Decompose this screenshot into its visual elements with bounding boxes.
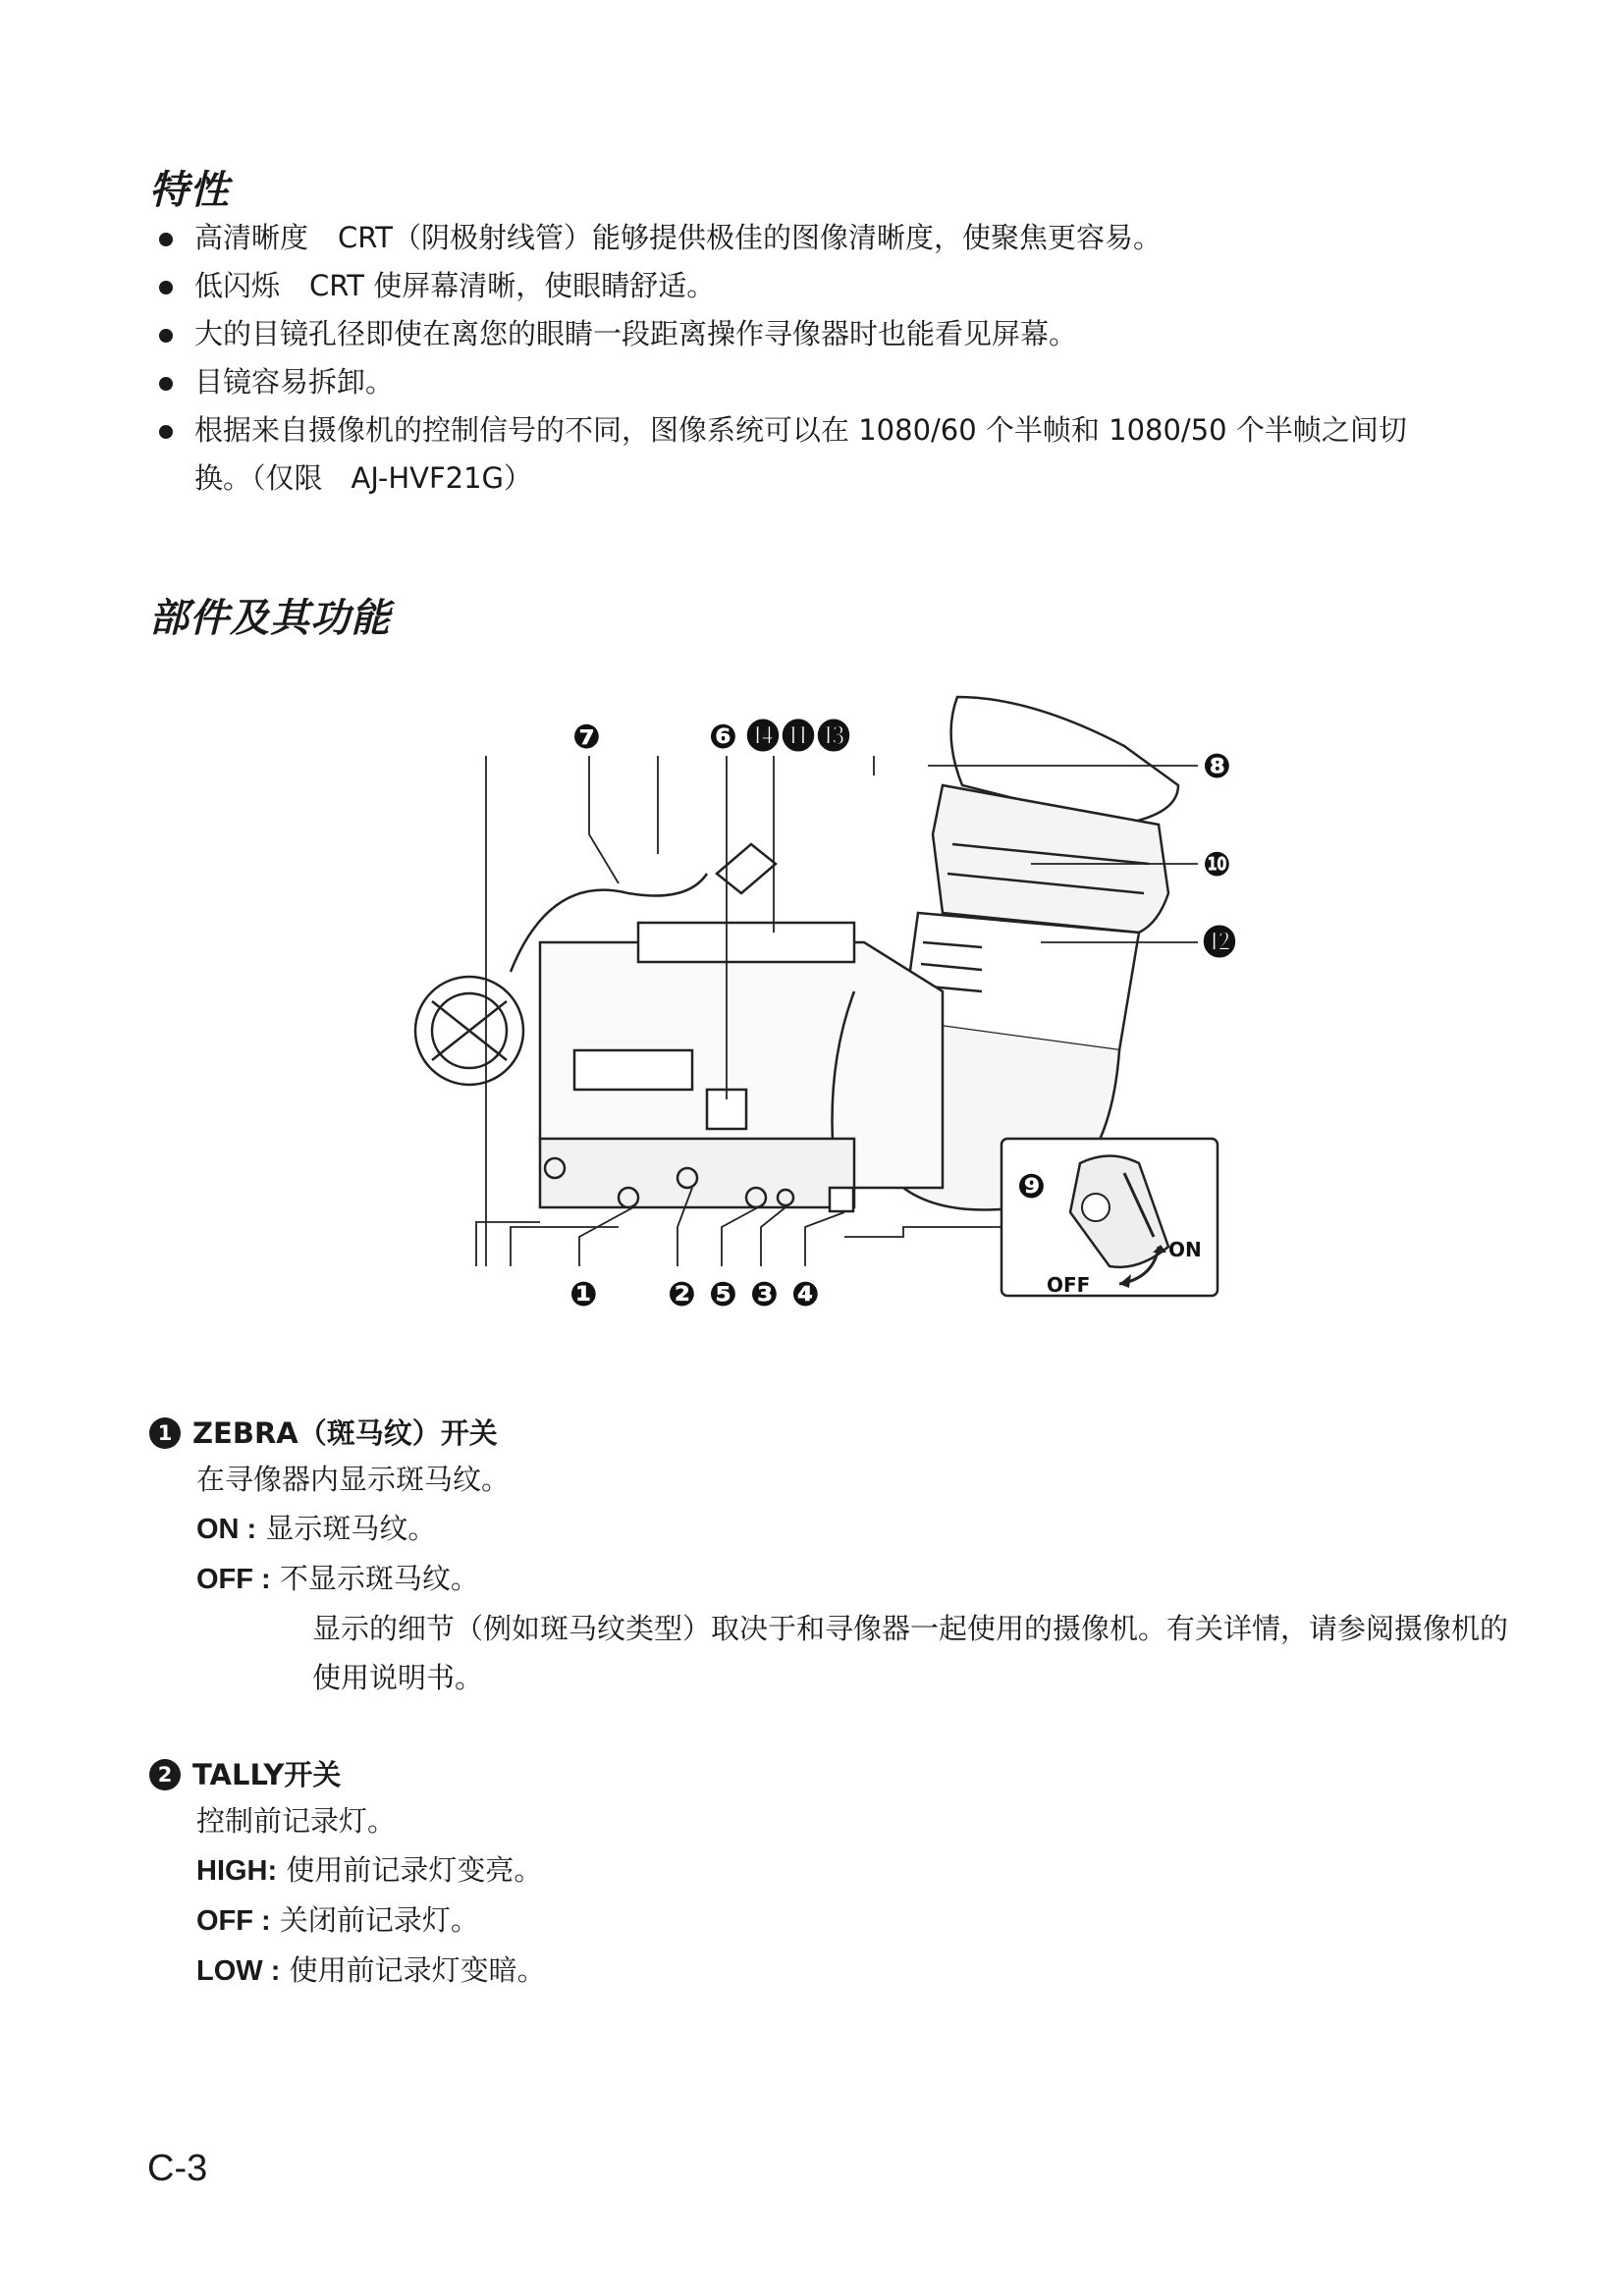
option-high: HIGH: 使用前记录灯变亮。 xyxy=(196,1853,543,1887)
section-tally xyxy=(149,1753,1514,1996)
callout-12: ⓬ xyxy=(1203,924,1236,963)
inset-on-label: ON xyxy=(1168,1238,1202,1261)
parts-heading: 部件及其功能 xyxy=(149,596,391,641)
viewfinder-diagram xyxy=(393,677,1257,1364)
inset-off-label: OFF xyxy=(1047,1273,1091,1297)
number-badge: 1 xyxy=(149,1417,181,1449)
feature-item: 高清晰度 CRT（阴极射线管）能够提供极佳的图像清晰度，使聚焦更容易。 xyxy=(155,214,1510,262)
section-note: 显示的细节（例如斑马纹类型）取决于和寻像器一起使用的摄像机。有关详情，请参阅摄像机的使用说明书。 xyxy=(312,1612,1509,1694)
option-on: ON : 显示斑马纹。 xyxy=(196,1512,437,1545)
features-list xyxy=(155,214,1510,503)
callout-11: ⓫ xyxy=(782,718,815,757)
section-title: 2 TALLY开关 xyxy=(149,1753,1514,1796)
feature-item: 低闪烁 CRT 使屏幕清晰，使眼睛舒适。 xyxy=(155,262,1510,310)
callout-7: ❼ xyxy=(572,718,601,757)
callout-10: ❿ xyxy=(1203,845,1231,884)
callout-1: ❶ xyxy=(569,1275,598,1314)
feature-item: 目镜容易拆卸。 xyxy=(155,358,1510,406)
page-number: C-3 xyxy=(147,2148,208,2189)
section-description: 在寻像器内显示斑马纹。 xyxy=(196,1463,511,1496)
callout-8: ❽ xyxy=(1203,747,1231,786)
callout-5: ❺ xyxy=(709,1275,737,1314)
callout-9: ❾ xyxy=(1017,1167,1046,1206)
callout-3: ❸ xyxy=(750,1275,779,1314)
callout-2: ❷ xyxy=(668,1275,696,1314)
option-off: OFF : 不显示斑马纹。 xyxy=(196,1562,479,1595)
callout-14: ⓮ xyxy=(746,718,780,757)
option-off: OFF : 关闭前记录灯。 xyxy=(196,1903,479,1937)
callout-4: ❹ xyxy=(791,1275,820,1314)
section-title: 1 ZEBRA（斑马纹）开关 xyxy=(149,1412,1514,1455)
features-heading: 特性 xyxy=(149,168,230,213)
feature-item: 大的目镜孔径即使在离您的眼睛一段距离操作寻像器时也能看见屏幕。 xyxy=(155,310,1510,358)
number-badge: 2 xyxy=(149,1759,181,1790)
callout-6: ❻ xyxy=(709,718,737,757)
feature-item: 根据来自摄像机的控制信号的不同，图像系统可以在 1080/60 个半帧和 1080/50 个半帧之间切换。（仅限 AJ-HVF21G） xyxy=(155,406,1510,503)
section-zebra xyxy=(149,1412,1514,1702)
option-low: LOW : 使用前记录灯变暗。 xyxy=(196,1953,546,1987)
section-description: 控制前记录灯。 xyxy=(196,1804,397,1838)
callout-13: ⓭ xyxy=(817,718,850,757)
